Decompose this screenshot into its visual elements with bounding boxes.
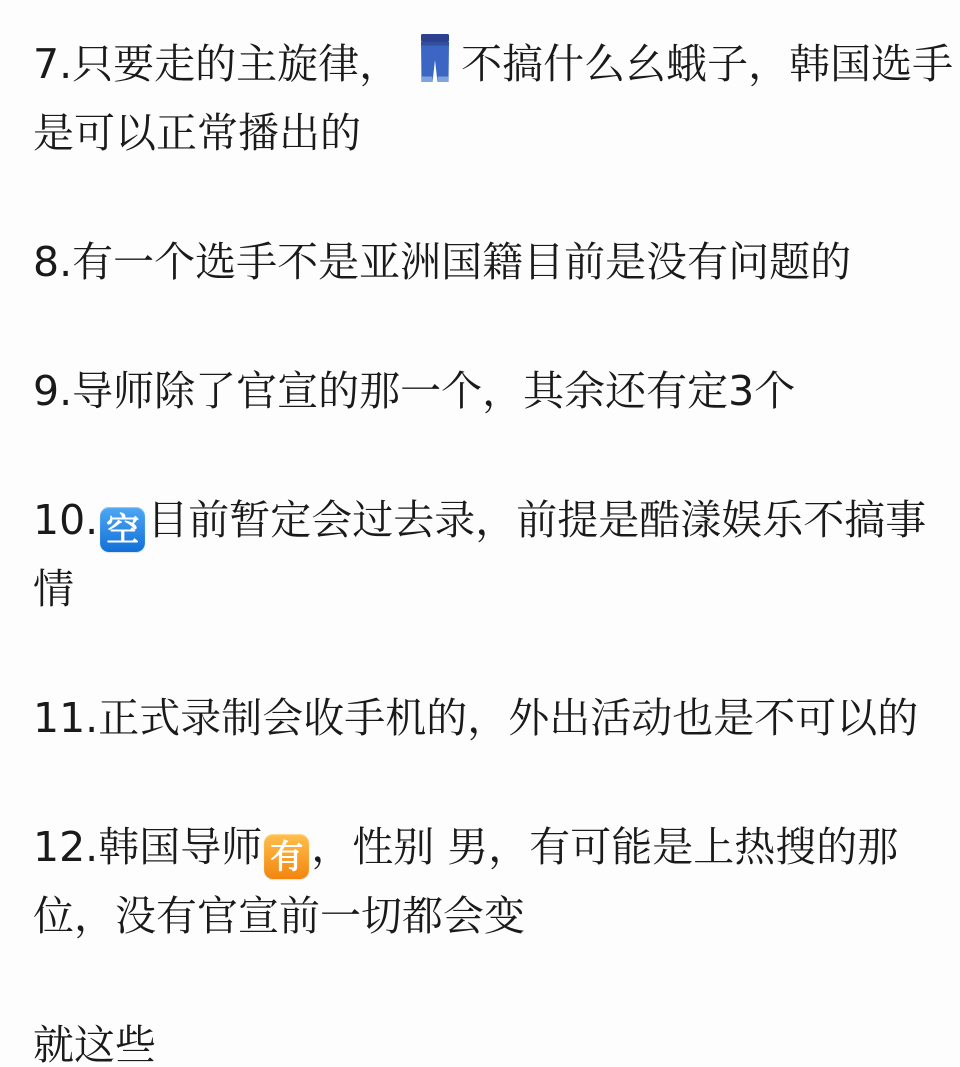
- list-item-12: [33, 813, 940, 951]
- jeans-emoji: [417, 33, 453, 87]
- item-7-text-wrap: 是可以正常播出的: [33, 109, 361, 157]
- list-item-11: [33, 684, 940, 753]
- closing-text: 就这些: [33, 1021, 156, 1067]
- list-item-10-line-1: [33, 486, 940, 555]
- list-item-8: [33, 228, 940, 297]
- item-12-text-after: ，性别 男，有可能是上热搜的那: [311, 823, 899, 871]
- list-item-7-line-2: [33, 99, 940, 168]
- list-item-12-line-2: [33, 882, 940, 951]
- closing-line: [33, 1011, 940, 1067]
- vacancy-button-emoji: 空: [100, 507, 145, 552]
- have-button-emoji: 有: [264, 834, 309, 879]
- item-12-text-wrap: 位，没有官宣前一切都会变: [33, 892, 525, 940]
- item-8-text: 8.有一个选手不是亚洲国籍目前是没有问题的: [33, 238, 852, 286]
- item-12-text-before: 12.韩国导师: [33, 823, 263, 871]
- closing-line-1: [33, 1011, 940, 1067]
- list-item-11-line-1: [33, 684, 940, 753]
- item-9-text: 9.导师除了官宣的那一个，其余还有定3个: [33, 367, 796, 415]
- list-item-10-line-2: [33, 555, 940, 624]
- list-item-7-line-1: [33, 30, 954, 99]
- item-10-text-after: 目前暂定会过去录，前提是酷漾娱乐不搞事: [147, 496, 927, 544]
- item-7-text-before: 7.只要走的主旋律，: [33, 40, 414, 88]
- list-item-8-line-1: [33, 228, 940, 297]
- item-7-text-after: 不搞什么幺蛾子，韩国选手: [461, 40, 954, 88]
- item-11-text: 11.正式录制会收手机的，外出活动也是不可以的: [33, 694, 919, 742]
- list-item-7: [33, 30, 954, 168]
- list-item-10: [33, 486, 940, 624]
- list-item-9: [33, 357, 940, 426]
- item-10-text-before: 10.: [33, 496, 99, 544]
- item-10-text-wrap: 情: [33, 565, 74, 613]
- list-item-9-line-1: [33, 357, 940, 426]
- list-item-12-line-1: [33, 813, 940, 882]
